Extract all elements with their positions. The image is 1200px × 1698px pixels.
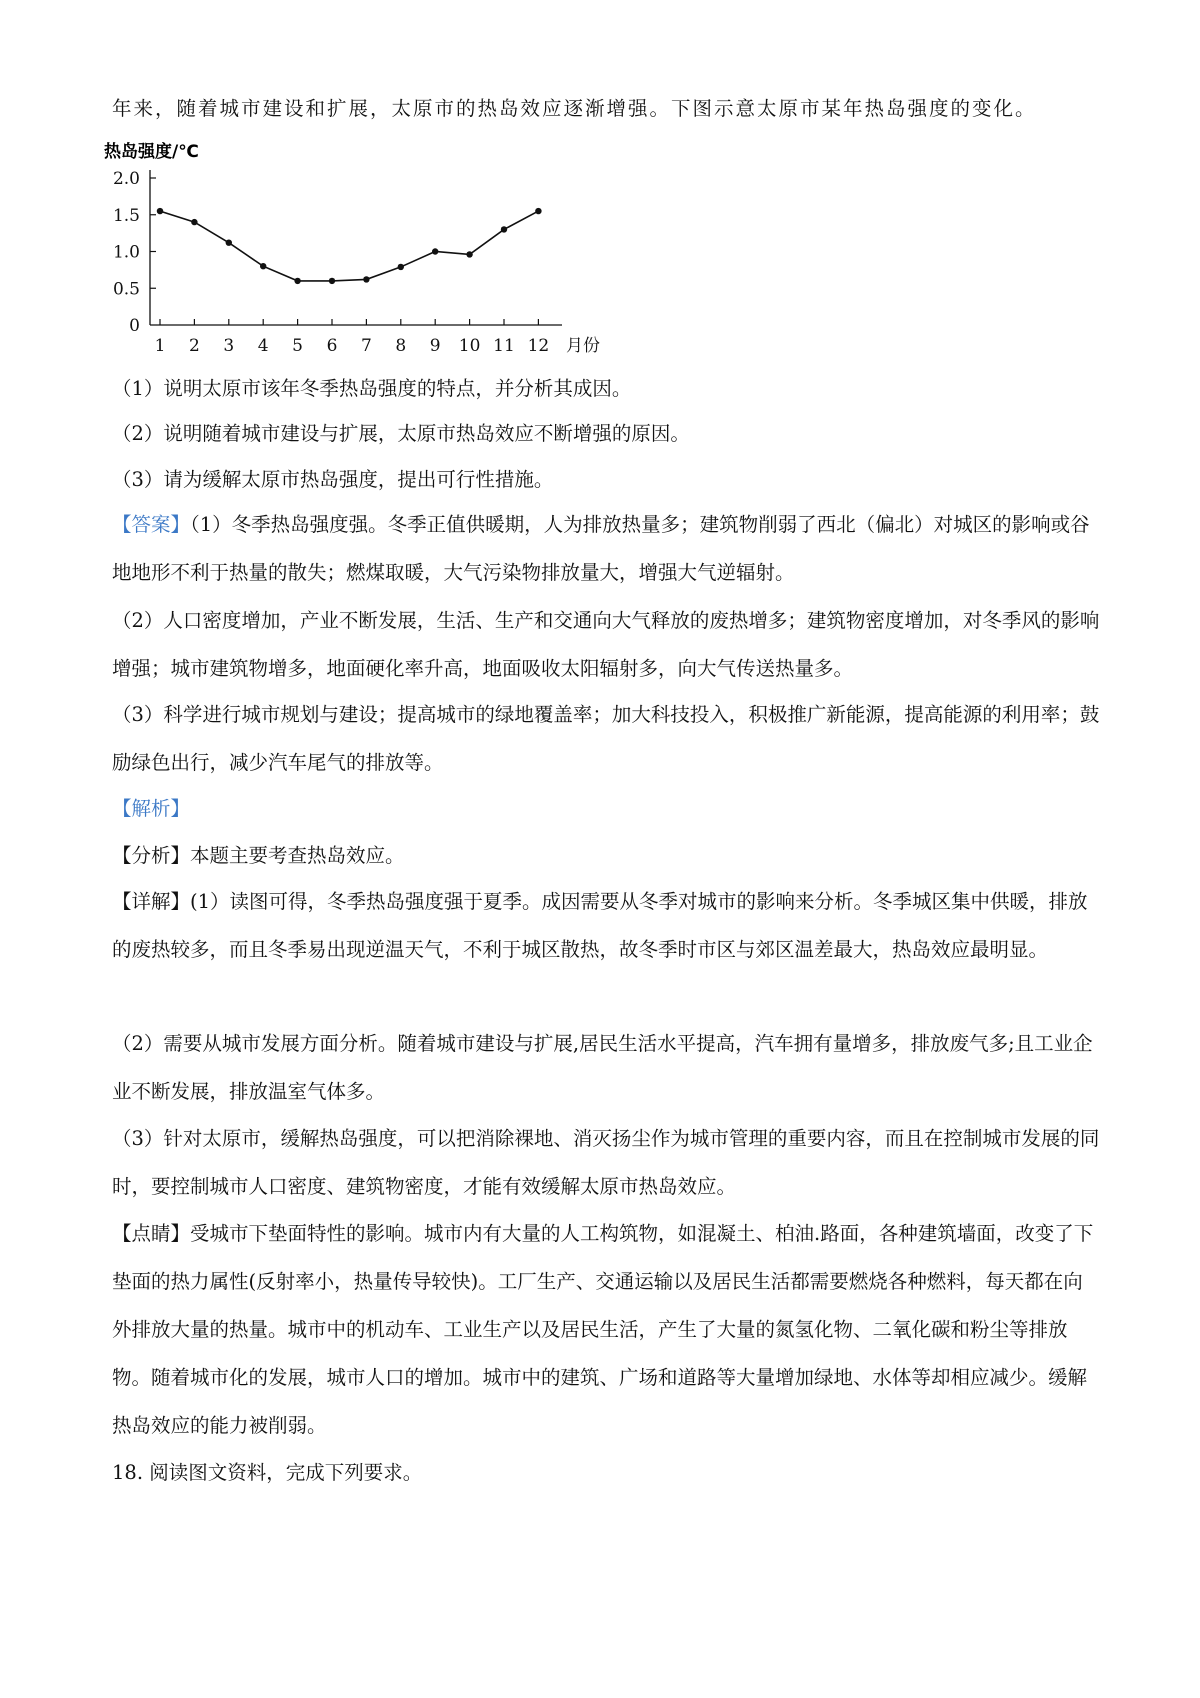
dianjing-tag: 【点睛】 — [112, 1222, 191, 1245]
x-tick-label: 12 — [527, 336, 550, 356]
next-question: 18. 阅读图文资料，完成下列要求。 — [112, 1461, 423, 1484]
answer-paragraph-1 — [112, 501, 1102, 597]
analysis-tag: 【解析】 — [112, 797, 191, 820]
x-tick-label: 11 — [493, 336, 515, 356]
intro-paragraph: 年来，随着城市建设和扩展，太原市的热岛效应逐渐增强。下图示意太原市某年热岛强度的变化。 — [112, 97, 1037, 120]
data-point — [191, 219, 197, 225]
data-point — [294, 278, 300, 284]
x-tick-label: 4 — [257, 336, 269, 356]
chart-svg — [100, 140, 660, 385]
question-3: （3）请为缓解太原市热岛强度，提出可行性措施。 — [112, 468, 554, 491]
xiangjie-paragraph-2: （2）需要从城市发展方面分析。随着城市建设与扩展,居民生活水平提高，汽车拥有量增多，排放废气多;且工业企业不断发展，排放温室气体多。 — [112, 1032, 1093, 1103]
data-point — [466, 251, 472, 257]
x-axis-label: 月份 — [566, 336, 600, 356]
answer-text-1: （1）冬季热岛强度强。冬季正值供暖期，人为排放热量多；建筑物削弱了西北（偏北）对城区的影响或谷地地形不利于热量的散失；燃煤取暖，大气污染物排放量大，增强大气逆辐射。 — [112, 513, 1090, 584]
dianjing-paragraph — [112, 1210, 1102, 1450]
fenxi-tag: 【分析】 — [112, 844, 191, 867]
data-point — [535, 208, 541, 214]
x-tick-label: 7 — [360, 336, 372, 356]
y-tick-label: 1.0 — [112, 242, 140, 263]
question-2: （2）说明随着城市建设与扩展，太原市热岛效应不断增强的原因。 — [112, 422, 690, 445]
xiangjie-tag: 【详解】 — [112, 890, 191, 913]
y-tick-label: 2.0 — [112, 169, 140, 189]
data-point — [157, 208, 163, 214]
x-tick-label: 6 — [326, 336, 338, 356]
dianjing-text: 受城市下垫面特性的影响。城市内有大量的人工构筑物，如混凝土、柏油.路面，各种建筑墙面，改变了下垫面的热力属性(反射率小，热量传导较快)。工厂生产、交通运输以及居民生活都需要燃烧各种燃料，每天都在向外排放大量的热量。城市中的机动车、工业生产以及居民生活，产生了大量的氮氢化物、二氧化碳和粉尘等排放物。随着城市化的发展，城市人口的增加。城市中的建筑、广场和道路等大量增加绿地、水体等却相应减少。缓解热岛效应的能力被削弱。 — [112, 1222, 1094, 1437]
x-tick-label: 10 — [458, 336, 481, 356]
x-tick-label: 1 — [154, 336, 166, 356]
y-tick-label: 1.5 — [112, 205, 140, 226]
data-point — [501, 226, 507, 232]
data-point — [432, 248, 438, 254]
x-tick-label: 8 — [395, 336, 407, 356]
data-point — [226, 239, 232, 245]
data-point — [260, 263, 266, 269]
question-1: （1）说明太原市该年冬季热岛强度的特点，并分析其成因。 — [112, 377, 632, 400]
y-tick-label: 0 — [129, 316, 140, 336]
y-tick-label: 0.5 — [112, 279, 140, 300]
series-line — [160, 211, 538, 281]
xiangjie-paragraph-3: （3）针对太原市，缓解热岛强度，可以把消除裸地、消灭扬尘作为城市管理的重要内容，而且在控制城市发展的同时，要控制城市人口密度、建筑物密度，才能有效缓解太原市热岛效应。 — [112, 1127, 1100, 1198]
heat-island-chart — [100, 140, 660, 385]
data-point — [363, 276, 369, 282]
x-tick-label: 5 — [292, 336, 304, 356]
data-point — [329, 278, 335, 284]
fenxi-paragraph — [112, 832, 1102, 880]
x-tick-label: 3 — [223, 336, 235, 356]
x-tick-label: 9 — [429, 336, 441, 356]
xiangjie-paragraph-1 — [112, 878, 1102, 974]
x-tick-label: 2 — [188, 336, 200, 356]
answer-tag: 【答案】 — [112, 513, 191, 536]
fenxi-text: 本题主要考查热岛效应。 — [190, 844, 405, 867]
y-axis-label: 热岛强度/℃ — [104, 142, 199, 162]
xiangjie-text-1: (1）读图可得，冬季热岛强度强于夏季。成因需要从冬季对城市的影响来分析。冬季城区集中供暖，排放的废热较多，而且冬季易出现逆温天气，不利于城区散热，故冬季时市区与郊区温差最大，热岛效应最明显。 — [112, 890, 1088, 961]
answer-paragraph-2: （2）人口密度增加，产业不断发展，生活、生产和交通向大气释放的废热增多；建筑物密度增加，对冬季风的影响增强；城市建筑物增多，地面硬化率升高，地面吸收太阳辐射多，向大气传送热量多。 — [112, 609, 1100, 680]
data-point — [398, 264, 404, 270]
answer-paragraph-3: （3）科学进行城市规划与建设；提高城市的绿地覆盖率；加大科技投入，积极推广新能源，提高能源的利用率；鼓励绿色出行，减少汽车尾气的排放等。 — [112, 703, 1100, 774]
